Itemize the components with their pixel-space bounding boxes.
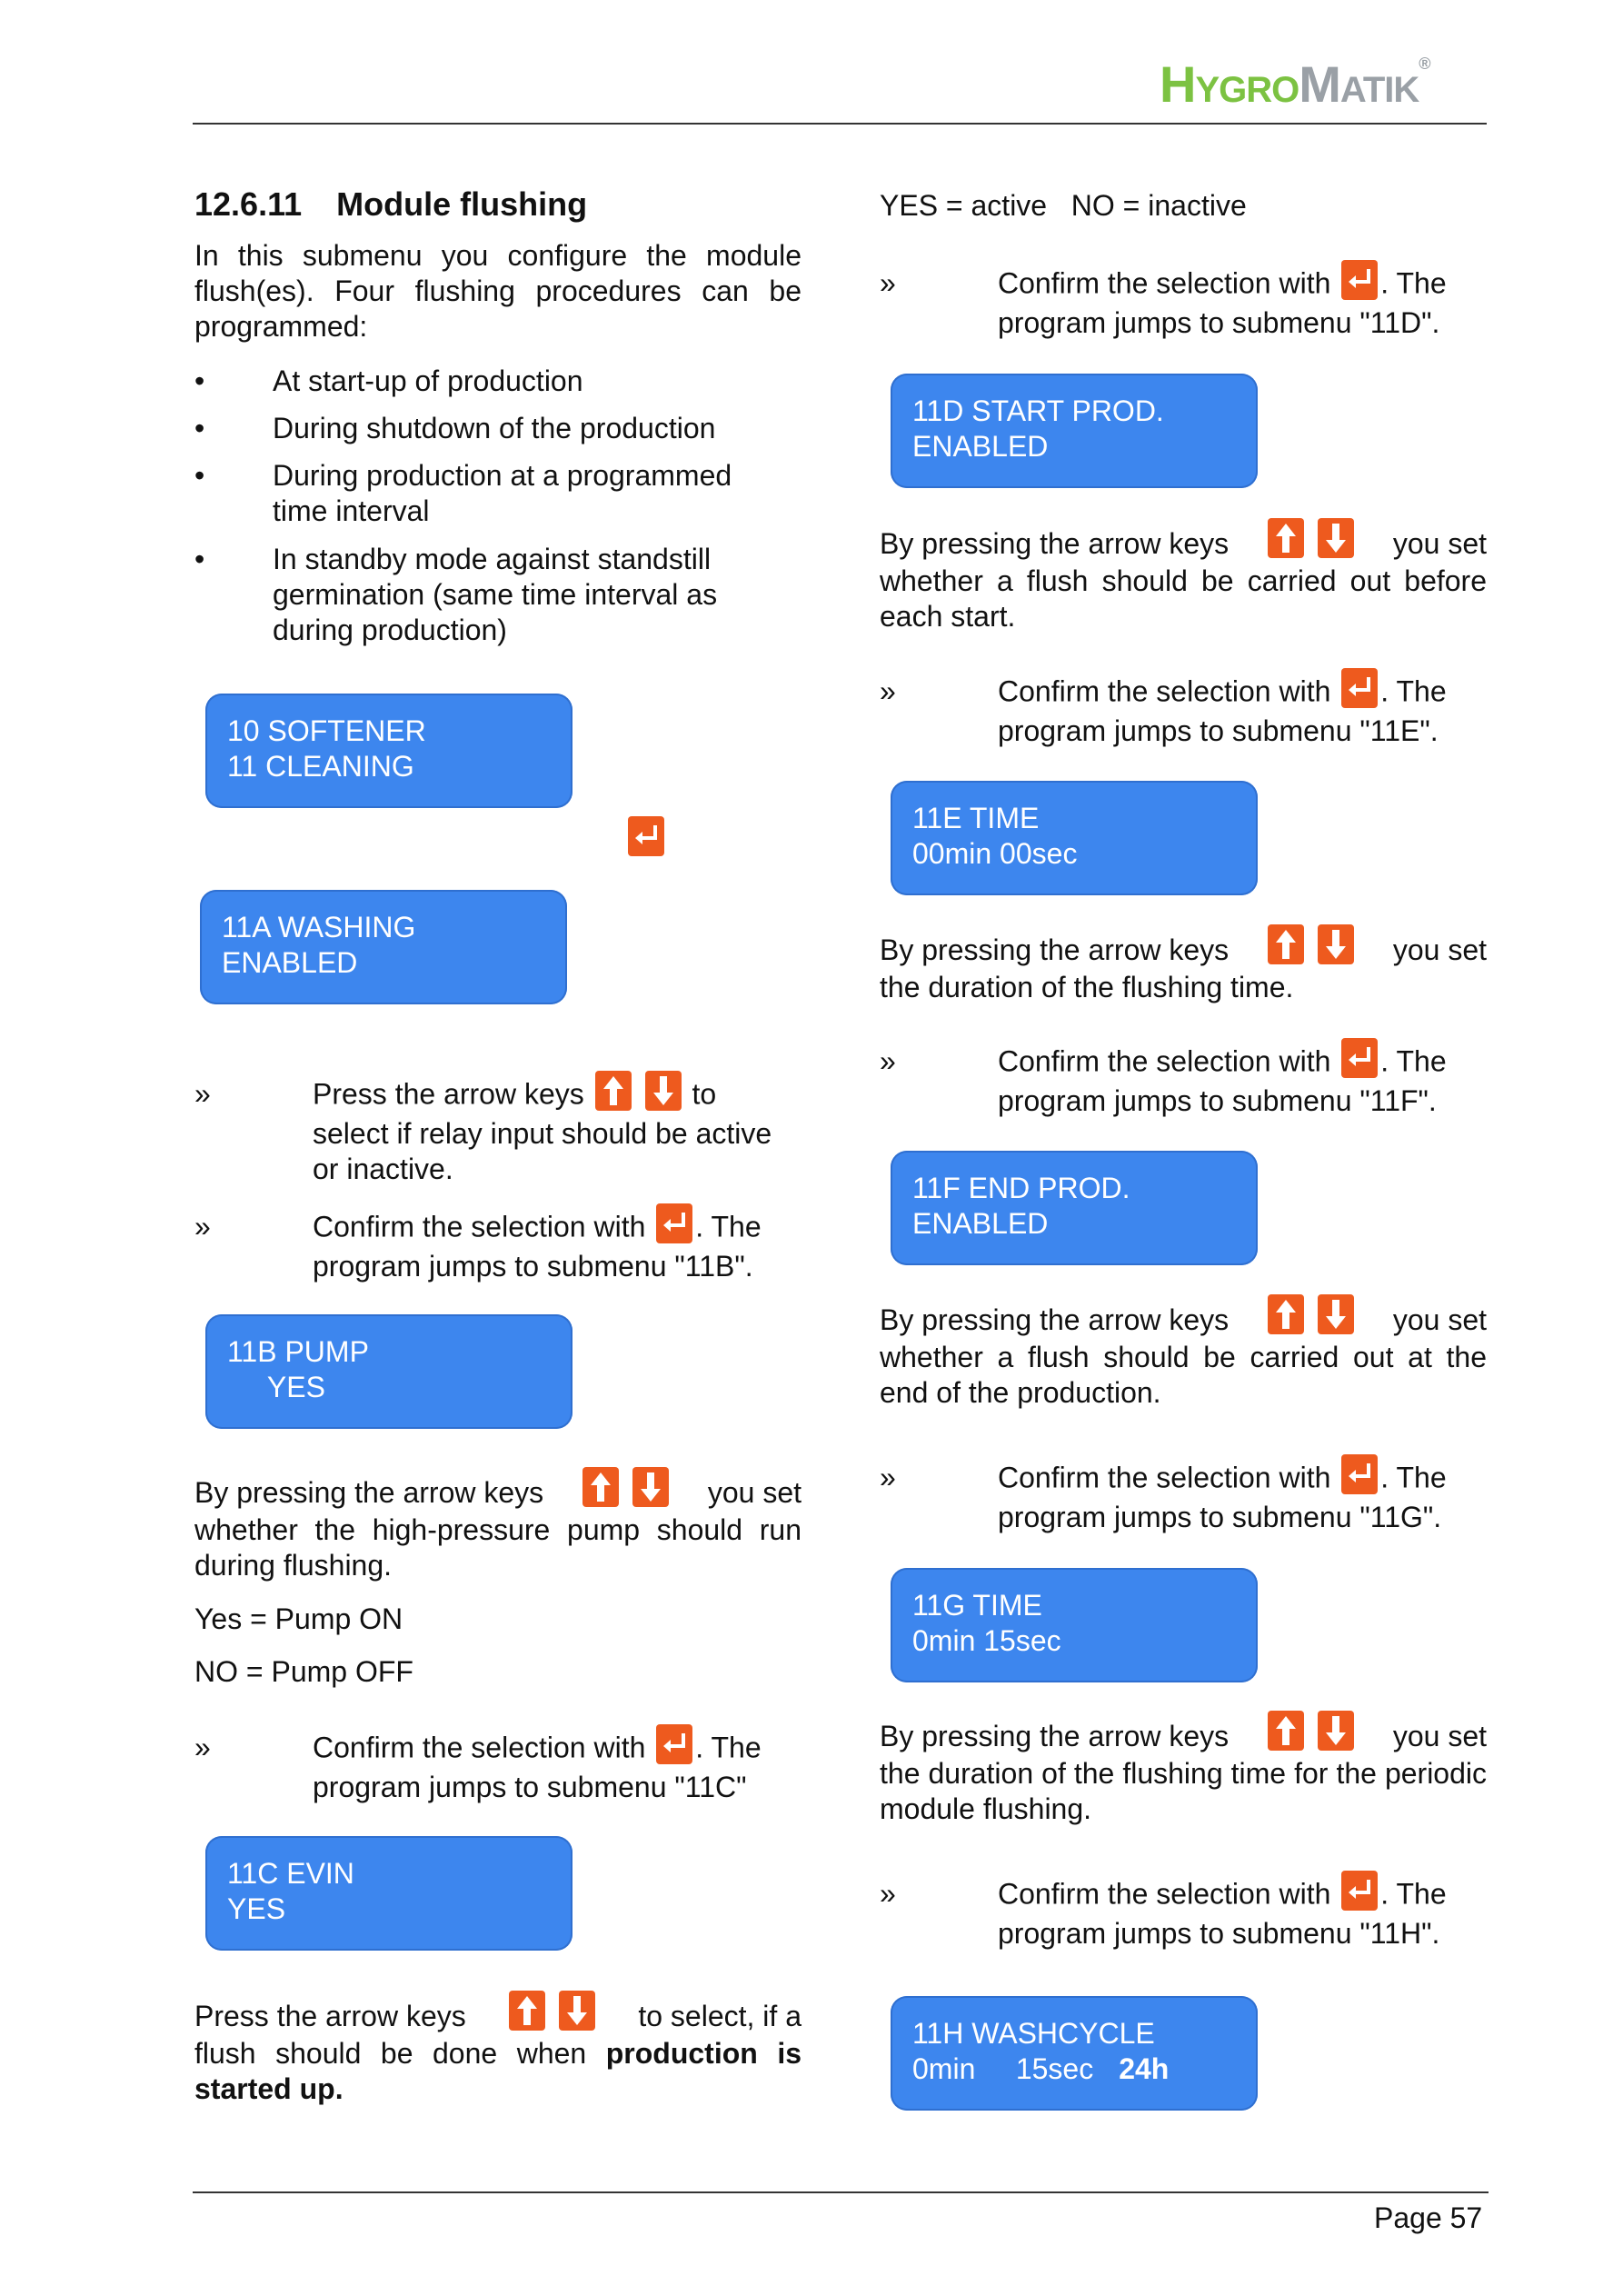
enter-key-icon bbox=[1341, 668, 1378, 708]
section-heading: 12.6.11 Module flushing bbox=[194, 185, 588, 223]
arrow-down-key-icon bbox=[1318, 1711, 1354, 1751]
step-marker: » bbox=[880, 1044, 896, 1077]
periodic-paragraph: By pressing the arrow keys you set the duration of the flushing time for the periodic module flushing. bbox=[880, 1716, 1487, 1827]
lcd-display-11b: 11B PUMP YES bbox=[205, 1314, 573, 1429]
confirm-11f: Confirm the selection with . The program jumps to submenu "11F". bbox=[998, 1043, 1489, 1119]
arrow-up-key-icon bbox=[595, 1071, 632, 1111]
confirm-11h: Confirm the selection with . The program jumps to submenu "11H". bbox=[998, 1876, 1489, 1952]
step-marker: » bbox=[880, 674, 896, 707]
lcd-display-11f: 11F END PROD. ENABLED bbox=[891, 1151, 1258, 1265]
lcd-display-11a: 11A WASHING ENABLED bbox=[200, 890, 567, 1004]
enter-key-icon bbox=[656, 1724, 692, 1764]
step-marker: » bbox=[880, 1877, 896, 1910]
header-rule bbox=[193, 123, 1487, 125]
step-press-arrows: Press the arrow keys to select if relay input should be active or inactive. bbox=[313, 1076, 803, 1187]
enter-key-icon bbox=[1341, 1454, 1378, 1494]
hygromatik-logo: HYGROMATIK® bbox=[1160, 55, 1430, 113]
intro-paragraph: In this submenu you configure the module flush(es). Four flushing procedures can be programmed: bbox=[194, 239, 802, 343]
lcd-display-11e: 11E TIME 00min 00sec bbox=[891, 781, 1258, 895]
arrow-up-key-icon bbox=[1268, 518, 1304, 558]
time-paragraph: By pressing the arrow keys you set the duration of the flushing time. bbox=[880, 930, 1487, 1005]
bullet-marker: • bbox=[194, 364, 205, 397]
pump-paragraph: By pressing the arrow keys you set whether the high-pressure pump should run during flushing. bbox=[194, 1472, 802, 1583]
start-prod-paragraph: By pressing the arrow keys you set whether a flush should be carried out before each start. bbox=[880, 524, 1487, 634]
arrow-down-key-icon bbox=[1318, 518, 1354, 558]
bullet-marker: • bbox=[194, 459, 205, 492]
bullet-marker: • bbox=[194, 543, 205, 575]
arrow-down-key-icon bbox=[632, 1467, 669, 1507]
step-marker: » bbox=[194, 1077, 211, 1110]
lcd-display-11c: 11C EVIN YES bbox=[205, 1836, 573, 1951]
enter-key-icon bbox=[1341, 1871, 1378, 1911]
enter-key-icon bbox=[1341, 260, 1378, 300]
lcd-display-11g: 11G TIME 0min 15sec bbox=[891, 1568, 1258, 1682]
arrow-up-key-icon bbox=[509, 1991, 545, 2031]
lcd-display-menu: 10 SOFTENER 11 CLEANING bbox=[205, 694, 573, 808]
confirm-11e: Confirm the selection with . The program jumps to submenu "11E". bbox=[998, 674, 1489, 749]
end-prod-paragraph: By pressing the arrow keys you set whether a flush should be carried out at the end of the production. bbox=[880, 1300, 1487, 1411]
evin-paragraph: Press the arrow keys to select, if a flush should be done when production is started up. bbox=[194, 1996, 802, 2107]
bullet-item: In standby mode against standstill germination (same time interval as during production) bbox=[273, 543, 718, 646]
lcd-display-11d: 11D START PROD. ENABLED bbox=[891, 374, 1258, 488]
arrow-down-key-icon bbox=[645, 1071, 682, 1111]
enter-key-icon bbox=[1341, 1038, 1378, 1078]
confirm-11c: Confirm the selection with . The program jumps to submenu "11C" bbox=[313, 1730, 803, 1805]
lcd-display-11h: 11H WASHCYCLE 0min 15sec 24h bbox=[891, 1996, 1258, 2111]
arrow-down-key-icon bbox=[559, 1991, 595, 2031]
bullet-item: During production at a programmed time interval bbox=[273, 459, 732, 527]
arrow-up-key-icon bbox=[1268, 1711, 1304, 1751]
yes-no-legend: YES = active NO = inactive bbox=[880, 189, 1247, 222]
step-marker: » bbox=[194, 1210, 211, 1243]
arrow-up-key-icon bbox=[1268, 924, 1304, 964]
step-marker: » bbox=[880, 266, 896, 299]
enter-key-icon bbox=[656, 1203, 692, 1243]
confirm-11b: Confirm the selection with . The program jumps to submenu "11B". bbox=[313, 1209, 803, 1284]
arrow-up-key-icon bbox=[1268, 1294, 1304, 1334]
bullet-marker: • bbox=[194, 412, 205, 444]
bullet-item: At start-up of production bbox=[273, 364, 583, 397]
step-marker: » bbox=[194, 1731, 211, 1763]
yes-pump-on: Yes = Pump ON bbox=[194, 1602, 403, 1635]
confirm-11d: Confirm the selection with . The program jumps to submenu "11D". bbox=[998, 265, 1489, 341]
arrow-down-key-icon bbox=[1318, 924, 1354, 964]
page-number: Page 57 bbox=[1374, 2201, 1483, 2234]
arrow-down-key-icon bbox=[1318, 1294, 1354, 1334]
confirm-11g: Confirm the selection with . The program jumps to submenu "11G". bbox=[998, 1460, 1489, 1535]
bullet-item: During shutdown of the production bbox=[273, 412, 716, 444]
no-pump-off: NO = Pump OFF bbox=[194, 1655, 413, 1688]
enter-key-icon bbox=[628, 816, 664, 856]
footer-rule bbox=[193, 2191, 1489, 2193]
step-marker: » bbox=[880, 1461, 896, 1493]
arrow-up-key-icon bbox=[582, 1467, 619, 1507]
